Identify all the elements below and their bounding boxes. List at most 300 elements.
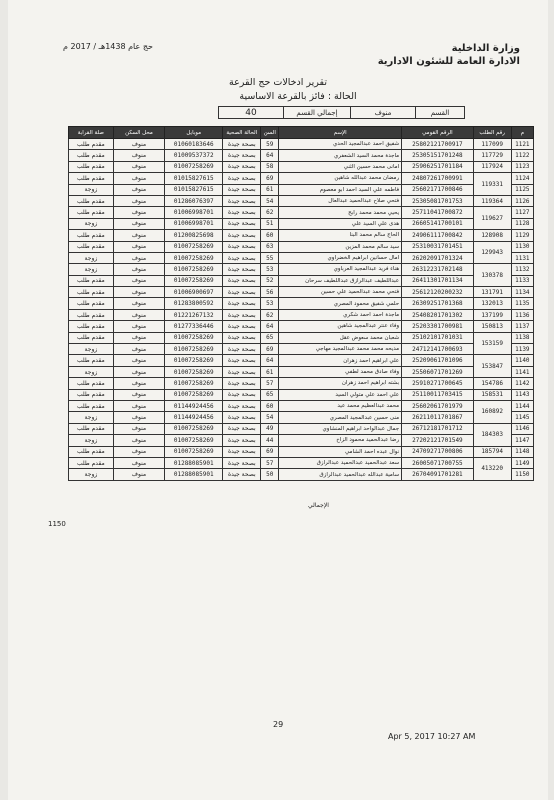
- table-cell: زوجة: [69, 435, 114, 446]
- page-number: 29: [273, 720, 284, 729]
- request-number-cell: 153847: [473, 355, 511, 378]
- table-cell: 57: [261, 457, 279, 468]
- table-cell: 01288085901: [165, 469, 223, 480]
- grand-total-label: الإجمالي: [308, 502, 329, 509]
- table-cell: بصحة جيدة: [223, 332, 261, 343]
- request-number-cell: 184303: [473, 423, 511, 446]
- table-cell: 01006900697: [165, 287, 223, 298]
- table-row: [69, 457, 534, 468]
- table-cell: 56: [261, 287, 279, 298]
- table-cell: بصحة جيدة: [223, 366, 261, 377]
- request-number-cell: 131791: [473, 287, 511, 298]
- table-cell: 54: [261, 195, 279, 206]
- column-header: موبايل: [165, 127, 223, 139]
- report-title: [8, 76, 548, 104]
- table-cell: مقدم طلب: [69, 195, 114, 206]
- ministry-header: [378, 42, 520, 68]
- table-cell: 01221267132: [165, 309, 223, 320]
- table-cell: امانى محمد حسين الثني: [279, 161, 402, 172]
- table-cell: مقدم طلب: [69, 332, 114, 343]
- table-cell: بصحة جيدة: [223, 423, 261, 434]
- table-cell: 01200825698: [165, 230, 223, 241]
- table-cell: 01007258269: [165, 241, 223, 252]
- request-number-cell: 137199: [473, 309, 511, 320]
- table-cell: 53: [261, 298, 279, 309]
- table-cell: منوف: [113, 218, 164, 229]
- table-cell: 1131: [511, 252, 533, 263]
- table-cell: 25408201701302: [402, 309, 474, 320]
- table-cell: بصحة جيدة: [223, 161, 261, 172]
- table-cell: 1142: [511, 378, 533, 389]
- column-header: رقم الطلب: [473, 127, 511, 139]
- table-cell: 61: [261, 184, 279, 195]
- table-cell: بصحة جيدة: [223, 264, 261, 275]
- table-cell: 24807261700991: [402, 173, 474, 184]
- table-cell: بصحة جيدة: [223, 150, 261, 161]
- table-cell: 25711041700872: [402, 207, 474, 218]
- table-row: [69, 207, 534, 218]
- print-timestamp: Apr 5, 2017 10:27 AM: [388, 732, 476, 741]
- request-number-cell: 154786: [473, 378, 511, 389]
- table-cell: زوجة: [69, 344, 114, 355]
- table-cell: 69: [261, 344, 279, 355]
- table-cell: زوجة: [69, 264, 114, 275]
- table-cell: 1147: [511, 435, 533, 446]
- table-row: [69, 298, 534, 309]
- table-cell: 1145: [511, 412, 533, 423]
- table-cell: 65: [261, 332, 279, 343]
- table-cell: 01144924456: [165, 400, 223, 411]
- table-cell: منوف: [113, 309, 164, 320]
- request-number-cell: 128908: [473, 230, 511, 241]
- table-cell: 01007258269: [165, 423, 223, 434]
- request-number-cell: 117729: [473, 150, 511, 161]
- table-cell: 60: [261, 230, 279, 241]
- table-cell: منوف: [113, 230, 164, 241]
- table-cell: 01006998701: [165, 207, 223, 218]
- table-header: [69, 127, 534, 139]
- table-cell: فتحي محمد عبدالحميد علي حسين: [279, 287, 402, 298]
- table-cell: 1121: [511, 139, 533, 150]
- table-cell: زوجة: [69, 184, 114, 195]
- table-cell: بصحة جيدة: [223, 457, 261, 468]
- table-cell: 44: [261, 435, 279, 446]
- table-cell: بصحة جيدة: [223, 309, 261, 320]
- table-cell: مقدم طلب: [69, 207, 114, 218]
- table-cell: شعبان محمد سعوض عقل: [279, 332, 402, 343]
- applicants-table: [68, 126, 534, 481]
- table-cell: 26605141700101: [402, 218, 474, 229]
- table-cell: وفاء صادق محمد لطفي: [279, 366, 402, 377]
- table-cell: 1150: [511, 469, 533, 480]
- table-cell: 62: [261, 207, 279, 218]
- table-cell: هناء فريد عبدالمجيد العرباوي: [279, 264, 402, 275]
- table-cell: 25612120200232: [402, 287, 474, 298]
- table-cell: 25305151701248: [402, 150, 474, 161]
- table-cell: 25209061701096: [402, 355, 474, 366]
- table-cell: 64: [261, 150, 279, 161]
- table-cell: 1126: [511, 195, 533, 206]
- table-cell: 26005071700755: [402, 457, 474, 468]
- table-row: [69, 275, 534, 286]
- table-cell: منوف: [113, 355, 164, 366]
- table-cell: منوف: [113, 435, 164, 446]
- table-cell: مقدم طلب: [69, 173, 114, 184]
- table-cell: 01007258269: [165, 332, 223, 343]
- table-cell: بصحة جيدة: [223, 435, 261, 446]
- table-cell: 01007258269: [165, 275, 223, 286]
- table-cell: بصحة جيدة: [223, 355, 261, 366]
- table-cell: 65: [261, 389, 279, 400]
- table-cell: 1137: [511, 321, 533, 332]
- table-cell: 1130: [511, 241, 533, 252]
- table-cell: 01006998701: [165, 218, 223, 229]
- table-cell: 1128: [511, 218, 533, 229]
- table-cell: 69: [261, 173, 279, 184]
- table-cell: بصحة جيدة: [223, 184, 261, 195]
- table-cell: رضا عبدالحميد محمود الزاخ: [279, 435, 402, 446]
- table-row: [69, 230, 534, 241]
- table-cell: 01007258269: [165, 264, 223, 275]
- table-cell: 25602171700846: [402, 184, 474, 195]
- table-cell: سيد سالم محمد المزين: [279, 241, 402, 252]
- table-row: [69, 423, 534, 434]
- table-cell: منوف: [113, 423, 164, 434]
- table-cell: زوجة: [69, 366, 114, 377]
- table-row: [69, 218, 534, 229]
- section-total-label: إجمالي القسم: [284, 107, 351, 119]
- table-cell: 25305081701753: [402, 195, 474, 206]
- request-number-cell: 158531: [473, 389, 511, 400]
- table-cell: منوف: [113, 344, 164, 355]
- table-cell: منوف: [113, 366, 164, 377]
- ministry-name: وزارة الداخلية: [451, 43, 520, 54]
- table-cell: 26712181701712: [402, 423, 474, 434]
- table-cell: 1129: [511, 230, 533, 241]
- table-cell: 25110011703415: [402, 389, 474, 400]
- table-row: [69, 309, 534, 320]
- table-row: [69, 241, 534, 252]
- table-cell: زوجة: [69, 252, 114, 263]
- table-cell: 24709271700806: [402, 446, 474, 457]
- table-cell: 1143: [511, 389, 533, 400]
- table-cell: 1127: [511, 207, 533, 218]
- request-number-cell: 153159: [473, 332, 511, 355]
- table-cell: بصحة جيدة: [223, 412, 261, 423]
- table-cell: 01015827615: [165, 184, 223, 195]
- table-cell: مقدم طلب: [69, 139, 114, 150]
- table-cell: 53: [261, 264, 279, 275]
- table-row: [69, 400, 534, 411]
- section-summary: [218, 106, 465, 119]
- table-cell: 1136: [511, 309, 533, 320]
- table-cell: بصحة جيدة: [223, 446, 261, 457]
- table-cell: بصحة جيدة: [223, 230, 261, 241]
- table-cell: 1139: [511, 344, 533, 355]
- table-cell: رمضان محمد عبدالله شاهين: [279, 173, 402, 184]
- table-cell: 01288085901: [165, 457, 223, 468]
- table-cell: 01007258269: [165, 344, 223, 355]
- table-cell: 26309251701368: [402, 298, 474, 309]
- table-cell: مقدم طلب: [69, 389, 114, 400]
- table-cell: 64: [261, 321, 279, 332]
- table-row: [69, 332, 534, 343]
- table-cell: يحيي محمد محمد رابح: [279, 207, 402, 218]
- table-row: [69, 184, 534, 195]
- request-number-cell: 160892: [473, 400, 511, 423]
- table-cell: نوال عبده احمد الشامي: [279, 446, 402, 457]
- table-cell: منوف: [113, 457, 164, 468]
- table-cell: 69: [261, 446, 279, 457]
- table-cell: 1125: [511, 184, 533, 195]
- table-cell: 49: [261, 423, 279, 434]
- request-number-cell: 150813: [473, 321, 511, 332]
- table-row: [69, 139, 534, 150]
- table-cell: 01007258269: [165, 378, 223, 389]
- table-cell: مقدم طلب: [69, 309, 114, 320]
- table-cell: بصحة جيدة: [223, 298, 261, 309]
- table-cell: منوف: [113, 389, 164, 400]
- column-header: صلة القرابة: [69, 127, 114, 139]
- request-number-cell: 129943: [473, 241, 511, 264]
- table-row: [69, 446, 534, 457]
- table-cell: منوف: [113, 195, 164, 206]
- table-cell: 26312231702148: [402, 264, 474, 275]
- request-number-cell: 185794: [473, 446, 511, 457]
- table-cell: 1132: [511, 264, 533, 275]
- table-row: [69, 435, 534, 446]
- table-cell: 1148: [511, 446, 533, 457]
- table-cell: منوف: [113, 446, 164, 457]
- table-cell: منوف: [113, 150, 164, 161]
- table-cell: 50: [261, 469, 279, 480]
- table-cell: بصحة جيدة: [223, 173, 261, 184]
- table-cell: شفيق احمد عبدالمجيد الحدي: [279, 139, 402, 150]
- table-cell: منوف: [113, 241, 164, 252]
- column-header: الرقم القومي: [402, 127, 474, 139]
- table-cell: 01007258269: [165, 389, 223, 400]
- table-cell: 52: [261, 275, 279, 286]
- request-number-cell: 117099: [473, 139, 511, 150]
- table-cell: حلمي شفيق محمود المصري: [279, 298, 402, 309]
- table-cell: بصحة جيدة: [223, 252, 261, 263]
- table-cell: ماجدة احمد احمد شكري: [279, 309, 402, 320]
- table-cell: مقدم طلب: [69, 150, 114, 161]
- request-number-cell: 413220: [473, 457, 511, 480]
- table-cell: بصحة جيدة: [223, 287, 261, 298]
- table-cell: بصحة جيدة: [223, 400, 261, 411]
- table-cell: 01144924456: [165, 412, 223, 423]
- table-cell: 1124: [511, 173, 533, 184]
- table-cell: سعد عبدالحميد عبدالحميد عبدالرازق: [279, 457, 402, 468]
- table-cell: 59: [261, 139, 279, 150]
- table-cell: منوف: [113, 400, 164, 411]
- request-number-cell: 130378: [473, 264, 511, 287]
- table-cell: بصحة جيدة: [223, 389, 261, 400]
- table-cell: 01283800592: [165, 298, 223, 309]
- table-cell: 62: [261, 309, 279, 320]
- section-value: منوف: [351, 107, 416, 119]
- table-cell: 58: [261, 161, 279, 172]
- table-cell: زوجة: [69, 412, 114, 423]
- table-cell: وفاء عنتر عبدالمجيد شاهين: [279, 321, 402, 332]
- table-cell: 27202121701549: [402, 435, 474, 446]
- table-cell: 25910271700645: [402, 378, 474, 389]
- column-header: الحالة الصحية: [223, 127, 261, 139]
- section-label: القسم: [416, 107, 465, 119]
- table-cell: منوف: [113, 378, 164, 389]
- request-number-cell: 119331: [473, 173, 511, 196]
- table-cell: منوف: [113, 332, 164, 343]
- table-cell: 01007258269: [165, 435, 223, 446]
- table-cell: بصحة جيدة: [223, 241, 261, 252]
- table-cell: 25906251701184: [402, 161, 474, 172]
- table-body: [69, 139, 534, 481]
- table-cell: 01009537372: [165, 150, 223, 161]
- table-cell: 26202091701324: [402, 252, 474, 263]
- table-cell: 54: [261, 412, 279, 423]
- request-number-cell: 132013: [473, 298, 511, 309]
- table-cell: محمد عبدالعظيم محمد عيد: [279, 400, 402, 411]
- table-cell: 24906111700842: [402, 230, 474, 241]
- table-cell: 51: [261, 218, 279, 229]
- table-cell: مقدم طلب: [69, 400, 114, 411]
- table-cell: علي احمد علي متولي السيد: [279, 389, 402, 400]
- table-cell: 57: [261, 378, 279, 389]
- table-cell: 01015827615: [165, 173, 223, 184]
- table-cell: مقدم طلب: [69, 298, 114, 309]
- table-cell: ماجدة محمد السيد الشعفري: [279, 150, 402, 161]
- table-cell: بصحة جيدة: [223, 218, 261, 229]
- table-cell: الحاج سالم محمد البنا: [279, 230, 402, 241]
- table-cell: 26211011701867: [402, 412, 474, 423]
- table-cell: 1146: [511, 423, 533, 434]
- table-cell: بصحة جيدة: [223, 344, 261, 355]
- table-cell: هدى علي السيد علي: [279, 218, 402, 229]
- table-cell: بصحة جيدة: [223, 275, 261, 286]
- document-page: [8, 0, 548, 800]
- table-cell: بصحة جيدة: [223, 378, 261, 389]
- request-number-cell: 117924: [473, 161, 511, 172]
- table-row: [69, 252, 534, 263]
- table-cell: مقدم طلب: [69, 378, 114, 389]
- table-cell: مقدم طلب: [69, 423, 114, 434]
- table-cell: 1134: [511, 287, 533, 298]
- table-cell: مقدم طلب: [69, 355, 114, 366]
- table-row: [69, 412, 534, 423]
- table-cell: جمال عبدالواحد ابراهيم المنشاوي: [279, 423, 402, 434]
- table-cell: زوجة: [69, 218, 114, 229]
- table-row: [69, 378, 534, 389]
- table-cell: 01007258269: [165, 366, 223, 377]
- table-cell: منوف: [113, 184, 164, 195]
- table-cell: مقدم طلب: [69, 321, 114, 332]
- report-title-line1: تقرير ادخالات حج القرعة: [229, 77, 327, 88]
- table-row: [69, 344, 534, 355]
- table-row: [69, 150, 534, 161]
- table-cell: منوف: [113, 412, 164, 423]
- table-cell: 61: [261, 366, 279, 377]
- table-row: [69, 195, 534, 206]
- grand-total-value: 1150: [48, 520, 66, 528]
- section-total-value: 40: [219, 107, 284, 119]
- request-number-cell: 119364: [473, 195, 511, 206]
- table-cell: 1141: [511, 366, 533, 377]
- table-cell: منوف: [113, 287, 164, 298]
- column-header: السن: [261, 127, 279, 139]
- table-cell: 01007258269: [165, 355, 223, 366]
- table-cell: مقدم طلب: [69, 230, 114, 241]
- request-number-cell: 119627: [473, 207, 511, 230]
- table-cell: 64: [261, 355, 279, 366]
- table-cell: منوف: [113, 161, 164, 172]
- table-cell: بصحة جيدة: [223, 469, 261, 480]
- table-cell: بصحة جيدة: [223, 207, 261, 218]
- table-cell: مقدم طلب: [69, 446, 114, 457]
- column-header: محل السكن: [113, 127, 164, 139]
- table-cell: 01007258269: [165, 252, 223, 263]
- table-cell: فتحي صلاح عبدالحميد عبدالعال: [279, 195, 402, 206]
- table-cell: منوف: [113, 173, 164, 184]
- table-cell: امال حسانين ابراهيم الخضراوي: [279, 252, 402, 263]
- table-cell: 60: [261, 400, 279, 411]
- table-cell: 01277336446: [165, 321, 223, 332]
- table-cell: 25506071701269: [402, 366, 474, 377]
- column-header: الإسم: [279, 127, 402, 139]
- table-cell: 24712141700693: [402, 344, 474, 355]
- table-cell: بصحة جيدة: [223, 195, 261, 206]
- table-cell: 1149: [511, 457, 533, 468]
- table-row: [69, 161, 534, 172]
- table-cell: مقدم طلب: [69, 275, 114, 286]
- table-cell: 1135: [511, 298, 533, 309]
- hajj-year: حج عام 1438هـ / 2017 م: [63, 42, 153, 51]
- table-row: [69, 264, 534, 275]
- table-cell: 25203301700981: [402, 321, 474, 332]
- table-cell: 01286076397: [165, 195, 223, 206]
- table-cell: مقدم طلب: [69, 457, 114, 468]
- table-cell: مقدم طلب: [69, 161, 114, 172]
- table-cell: 25602061701979: [402, 400, 474, 411]
- table-cell: منوف: [113, 275, 164, 286]
- table-cell: علي ابراهيم احمد زهران: [279, 355, 402, 366]
- table-cell: 25310031701451: [402, 241, 474, 252]
- table-cell: منى حسين عبدالمجيد المصري: [279, 412, 402, 423]
- table-row: [69, 366, 534, 377]
- table-cell: منوف: [113, 298, 164, 309]
- table-row: [69, 173, 534, 184]
- table-cell: 1138: [511, 332, 533, 343]
- table-cell: مقدم طلب: [69, 241, 114, 252]
- table-cell: بصحة جيدة: [223, 139, 261, 150]
- table-cell: منوف: [113, 469, 164, 480]
- table-cell: 01007258269: [165, 161, 223, 172]
- table-cell: 01007258269: [165, 446, 223, 457]
- table-cell: 26704091701281: [402, 469, 474, 480]
- table-cell: زوجة: [69, 469, 114, 480]
- table-cell: مديحه محمد محمد عبدالمجيد مهاجي: [279, 344, 402, 355]
- table-cell: منوف: [113, 321, 164, 332]
- table-row: [69, 389, 534, 400]
- table-cell: 01060183646: [165, 139, 223, 150]
- table-cell: 25802121700917: [402, 139, 474, 150]
- table-cell: بصحة جيدة: [223, 321, 261, 332]
- column-header: م: [511, 127, 533, 139]
- table-cell: 1123: [511, 161, 533, 172]
- table-cell: 63: [261, 241, 279, 252]
- department-name: الادارة العامة للشئون الادارية: [377, 56, 520, 67]
- table-cell: منوف: [113, 264, 164, 275]
